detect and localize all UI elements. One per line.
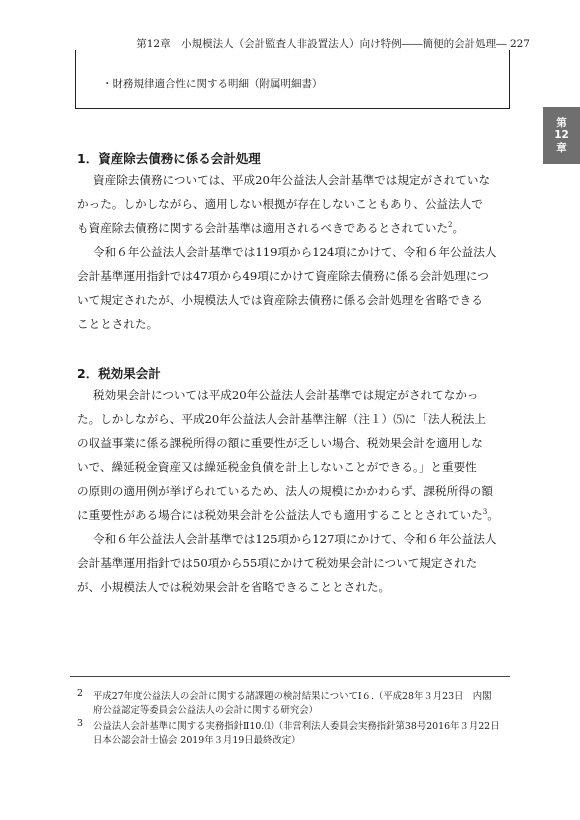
footnote-3-number: 3: [77, 718, 83, 729]
s1-p2-line: 会計基準運用指針では47項から49項にかけて資産除去債務に係る会計処理につ: [77, 269, 489, 283]
running-header: 第12章 小規模法人（会計監査人非設置法人）向け特例――簡便的会計処理― 227: [136, 38, 530, 50]
side-tab-line1: 第: [556, 117, 567, 130]
s2-p1-line: の原則の適用例が挙げられているため、法人の規模にかかわらず、課税所得の額: [77, 484, 493, 498]
footnote-2-line: 平成27年度公益法人の会計に関する諸課題の検討結果についてⅠ６.（平成28年３月23日 内閣: [93, 691, 492, 702]
s2-p2-line: 令和６年公益法人会計基準では125項から127項にかけて、令和６年公益法人: [93, 532, 497, 546]
footnote-2-line: 府公益認定等委員会公益法人の会計に関する研究会）: [93, 705, 319, 716]
bracket-box: [75, 50, 510, 109]
s1-p1-line-last: [77, 220, 464, 236]
section-1-heading: 1．資産除去債務に係る会計処理: [77, 151, 261, 166]
s2-p1-end: 。: [487, 508, 499, 522]
s1-p1-line: かった。しかしながら、適用しない根拠が存在しないこともあり、公益法人で: [77, 197, 483, 211]
s1-p2-line: 令和６年公益法人会計基準では119項から124項にかけて、令和６年公益法人: [93, 245, 497, 259]
footnote-divider: [70, 676, 510, 677]
box-item: ・財務規律適合性に関する明細（附属明細書）: [102, 78, 323, 90]
footnote-ref-2: 2: [448, 221, 453, 230]
s1-p1-end: 。: [452, 221, 465, 235]
s2-p1-line-last: [77, 507, 499, 523]
s2-p1-line: の収益事業に係る課税所得の額に重要性が乏しい場合、税効果会計を適用しな: [77, 436, 483, 450]
s2-p1-line: た。しかしながら、平成20年公益法人会計基準注解（注１）⑸に「法人税法上: [77, 412, 486, 426]
footnote-3-line: 日本公認会計士協会 2019年３月19日最終改定）: [93, 735, 301, 746]
section-2-heading: 2．税効果会計: [77, 366, 161, 381]
s2-p1-line: いで、繰延税金資産又は繰延税金負債を計上しないことができる。」と重要性: [77, 460, 477, 474]
s1-p2-line: いて規定されたが、小規模法人では資産除去債務に係る会計処理を省略できる: [77, 293, 483, 307]
s2-p2-line: が、小規模法人では税効果会計を省略できることとされた。: [77, 580, 391, 594]
s1-p1-text: も資産除去債務に関する会計基準は適用されるべきであるとされていた: [77, 221, 449, 235]
s2-p1-line: 税効果会計については平成20年公益法人会計基準では規定がされてなかっ: [93, 388, 479, 402]
footnote-2-number: 2: [77, 688, 83, 699]
side-tab-line3: 章: [556, 141, 567, 154]
s1-p2-line: こととされた。: [77, 317, 159, 331]
footnote-3-line: 公益法人会計基準に関する実務指針Ⅱ10.⑴（非営利法人委員会実務指針第38号2016年３月22日: [93, 721, 500, 732]
chapter-side-tab: [543, 107, 580, 164]
footnote-ref-3: 3: [482, 508, 488, 517]
s1-p1-line: 資産除去債務については、平成20年公益法人会計基準では規定がされていな: [93, 173, 491, 187]
s2-p1-text: に重要性がある場合には税効果会計を公益法人でも適用することとされていた: [77, 508, 483, 522]
s2-p2-line: 会計基準運用指針では50項から55項にかけて税効果会計について規定された: [77, 556, 478, 570]
side-tab-line2: 12: [554, 129, 569, 142]
